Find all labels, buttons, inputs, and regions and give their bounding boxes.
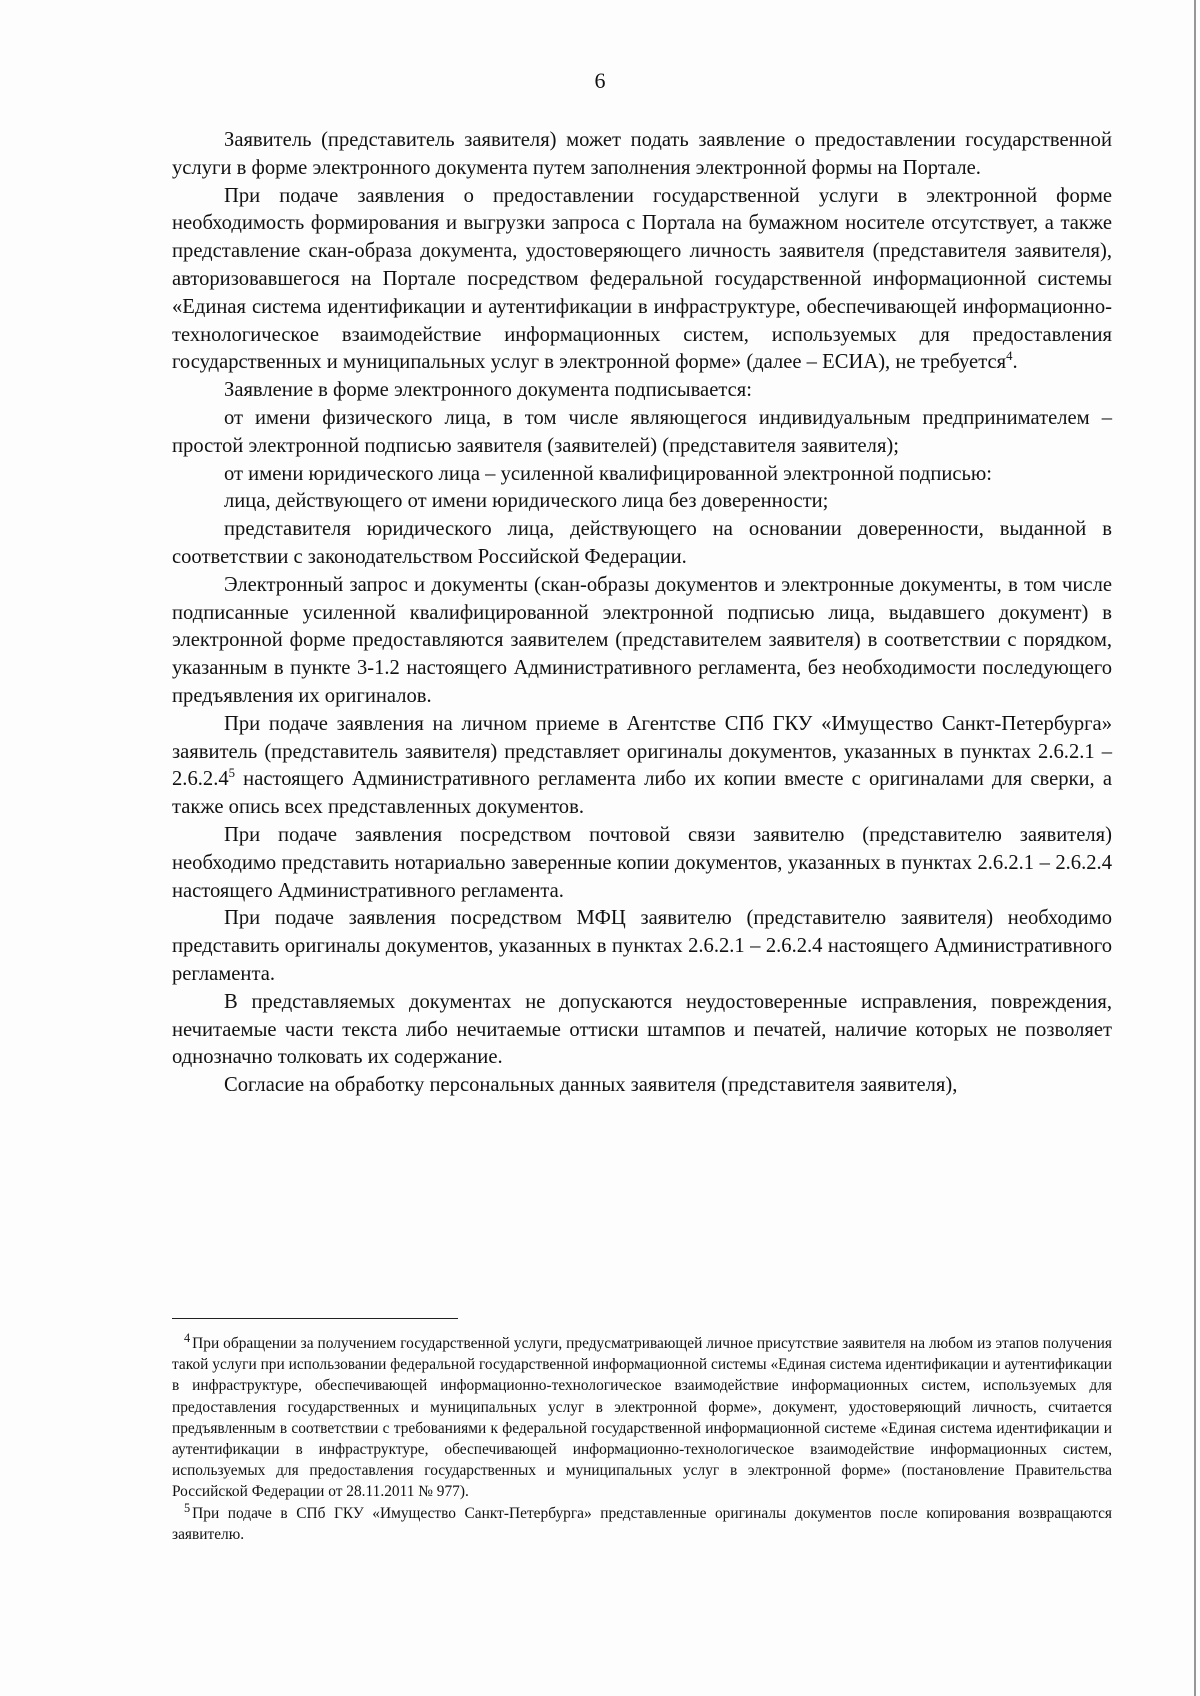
footnotes xyxy=(172,1330,1112,1545)
paragraph: При подаче заявления о предоставлении государственной услуги в электронной форме необходимость формирования и выгрузки запроса с Портала на бумажном носителе отсутствует, а также представление скан-образа документа, удостоверяющего личность заявителя (представителя заявителя), авторизовавшегося на Портале посредством федеральной государственной информационной системы «Единая система идентификации и аутентификации в инфраструктуре, обеспечивающей информационно-технологическое взаимодействие информационных систем, используемых для предоставления государственных и муниципальных услуг в электронной форме» (далее – ЕСИА), не требуется$^4$. xyxy=(172,184,1112,374)
paragraph: от имени юридического лица – усиленной квалифицированной электронной подписью: xyxy=(224,462,993,485)
body-text xyxy=(172,127,1112,1100)
page-number: 6 xyxy=(594,68,606,93)
paragraph: При подаче заявления посредством МФЦ заявителю (представителю заявителя) необходимо представить оригиналы документов, указанных в пунктах 2.6.2.1 – 2.6.2.4 настоящего Административного регламента. xyxy=(172,907,1112,985)
footnote: $^5$ При подаче в СПб ГКУ «Имущество Санкт-Петербурга» представленные оригиналы документов после копирования возвращаются заявителю. xyxy=(172,1500,1112,1543)
footnote-mark: 5 xyxy=(184,1500,191,1515)
footnote-divider xyxy=(172,1318,458,1319)
footnote-ref: 5 xyxy=(228,766,236,781)
paragraph: Заявление в форме электронного документа подписывается: xyxy=(224,379,752,402)
footnote-ref: 4 xyxy=(1006,349,1013,364)
paragraph: Заявитель (представитель заявителя) может подать заявление о предоставлении государственной услуги в форме электронного документа путем заполнения электронной формы на Портале. xyxy=(172,129,1112,179)
paragraph: При подаче заявления посредством почтовой связи заявителю (представителю заявителя) необходимо представить нотариально заверенные копии документов, указанных в пунктах 2.6.2.1 – 2.6.2.4 настоящего Административного регламента. xyxy=(172,823,1112,902)
paragraph: При подаче заявления на личном приеме в Агентстве СПб ГКУ «Имущество Санкт-Петербурга» заявитель (представитель заявителя) представляет оригиналы документов, указанных в пунктах 2.6.2.1 – 2.6.2.4$^5$ настоящего Административного регламента либо их копии вместе с оригиналами для сверки, а также опись всех представленных документов. xyxy=(172,712,1112,819)
footnote: $^4$ При обращении за получением государственной услуги, предусматривающей личное присутствие заявителя на любом из этапов получения такой услуги при использовании федеральной государственной информационной системы «Единая система идентификации и аутентификации в инфраструктуре, обеспечивающей информационно-технологическое взаимодействие информационных систем, используемых для предоставления государственных и муниципальных услуг в электронной форме», документ, удостоверяющий личность, считается предъявленным в соответствии с требованиями к федеральной государственной информационной системе «Единая система идентификации и аутентификации в инфраструктуре, обеспечивающей информационно-технологическое взаимодействие информационных систем, используемых для предоставления государственных и муниципальных услуг в электронной форме» (постановление Правительства Российской Федерации от 28.11.2011 № 977). xyxy=(172,1330,1112,1501)
paragraph: лица, действующего от имени юридического лица без доверенности; xyxy=(224,490,829,513)
paragraph: Согласие на обработку персональных данных заявителя (представителя заявителя), xyxy=(224,1074,958,1097)
paragraph: представителя юридического лица, действующего на основании доверенности, выданной в соответствии с законодательством Российской Федерации. xyxy=(172,518,1112,568)
paragraph: от имени физического лица, в том числе являющегося индивидуальным предпринимателем – простой электронной подписью заявителя (заявителей) (представителя заявителя); xyxy=(172,406,1112,457)
footnote-mark: 4 xyxy=(184,1330,191,1345)
paragraph: В представляемых документах не допускаются неудостоверенные исправления, повреждения, нечитаемые части текста либо нечитаемые оттиски штампов и печатей, наличие которых не позволяет однозначно толковать их содержание. xyxy=(172,990,1112,1069)
scan-edge-line xyxy=(1194,0,1196,1696)
paragraph: Электронный запрос и документы (скан-образы документов и электронные документы, в том числе подписанные усиленной квалифицированной электронной подписью лица, выдавшего документ) в электронной форме предоставляются заявителем (представителем заявителя) в соответствии с порядком, указанным в пункте 3-1.2 настоящего Административного регламента, без необходимости последующего предъявления их оригиналов. xyxy=(172,573,1112,707)
